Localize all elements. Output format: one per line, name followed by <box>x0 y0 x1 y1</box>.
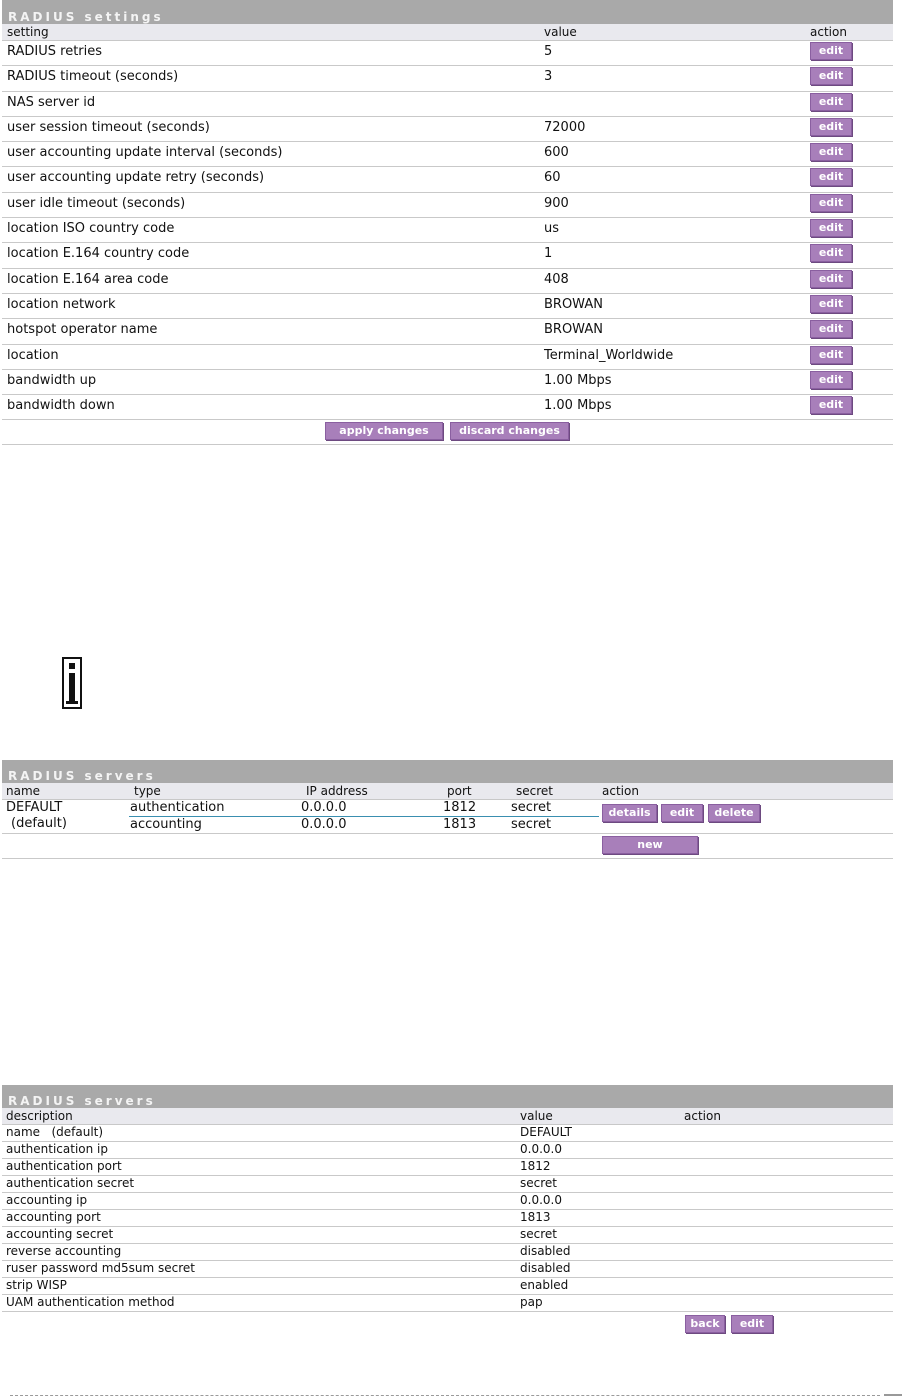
settings-row <box>2 117 893 142</box>
settings-row <box>2 218 893 243</box>
edit-button[interactable]: edit <box>810 194 852 212</box>
detail-actions-row <box>2 1312 893 1338</box>
setting-value: 3 <box>544 69 553 85</box>
detail-row <box>2 1227 893 1244</box>
detail-value: DEFAULT <box>520 1125 572 1139</box>
server-port: 1813 <box>443 817 477 832</box>
settings-row <box>2 66 893 91</box>
settings-actions-row <box>2 420 893 445</box>
setting-value: Terminal_Worldwide <box>544 347 674 363</box>
setting-label: bandwidth down <box>7 398 115 414</box>
setting-value: 600 <box>544 145 569 161</box>
detail-row <box>2 1125 893 1142</box>
edit-button[interactable]: edit <box>810 67 852 85</box>
detail-value: disabled <box>520 1261 571 1275</box>
detail-value: disabled <box>520 1244 571 1258</box>
header-type: type <box>134 784 161 798</box>
servers-actions-row <box>2 834 893 859</box>
server-port: 1812 <box>443 800 477 815</box>
setting-label: NAS server id <box>7 94 96 110</box>
server-name-default: (default) <box>11 816 67 831</box>
detail-description: authentication port <box>6 1159 122 1173</box>
settings-row <box>2 243 893 268</box>
table-header <box>2 1108 893 1125</box>
edit-button[interactable]: edit <box>810 42 852 60</box>
server-type: authentication <box>130 800 225 815</box>
setting-value: 900 <box>544 195 569 211</box>
edit-button[interactable]: edit <box>810 219 852 237</box>
edit-button[interactable]: edit <box>810 371 852 389</box>
server-secret: secret <box>511 817 552 832</box>
panel-title: RADIUS servers <box>8 769 156 783</box>
server-sub-row-auth <box>129 800 599 817</box>
apply-changes-button[interactable]: apply changes <box>325 422 443 440</box>
radius-servers-panel <box>2 760 893 859</box>
setting-value: BROWAN <box>544 296 603 312</box>
info-icon-base <box>66 701 78 704</box>
settings-row <box>2 167 893 192</box>
header-setting: setting <box>7 25 49 39</box>
radius-settings-panel <box>2 0 893 445</box>
server-ip: 0.0.0.0 <box>301 817 347 832</box>
detail-row <box>2 1159 893 1176</box>
table-header <box>2 783 893 800</box>
server-name: DEFAULT <box>6 800 63 815</box>
discard-changes-button[interactable]: discard changes <box>450 422 569 440</box>
detail-row <box>2 1261 893 1278</box>
detail-description: accounting ip <box>6 1193 88 1207</box>
setting-label: location network <box>7 296 116 312</box>
info-icon-dot <box>69 663 75 669</box>
detail-row <box>2 1244 893 1261</box>
back-button[interactable]: back <box>685 1315 725 1333</box>
settings-row <box>2 370 893 395</box>
header-action: action <box>602 784 639 798</box>
panel-title: RADIUS servers <box>8 1094 156 1108</box>
table-header <box>2 24 893 41</box>
detail-value: 1812 <box>520 1159 551 1173</box>
server-sub-row-acct <box>129 817 599 833</box>
info-icon <box>62 657 82 709</box>
panel-title-bar <box>2 760 893 783</box>
detail-row <box>2 1295 893 1312</box>
header-action: action <box>810 25 847 39</box>
detail-value: enabled <box>520 1278 569 1292</box>
page-divider <box>10 1395 880 1396</box>
delete-button[interactable]: delete <box>708 804 760 822</box>
detail-row <box>2 1210 893 1227</box>
server-row <box>2 800 893 834</box>
new-button[interactable]: new <box>602 836 698 854</box>
setting-value: BROWAN <box>544 322 603 338</box>
edit-button[interactable]: edit <box>810 346 852 364</box>
settings-row <box>2 142 893 167</box>
edit-button[interactable]: edit <box>810 396 852 414</box>
detail-row <box>2 1193 893 1210</box>
edit-button[interactable]: edit <box>810 168 852 186</box>
detail-description: strip WISP <box>6 1278 67 1292</box>
panel-title: RADIUS settings <box>8 10 164 24</box>
settings-row <box>2 193 893 218</box>
setting-value: us <box>544 221 560 237</box>
setting-value: 1.00 Mbps <box>544 372 612 388</box>
edit-button[interactable]: edit <box>810 295 852 313</box>
setting-label: bandwidth up <box>7 372 97 388</box>
settings-row <box>2 41 893 66</box>
setting-label: location ISO country code <box>7 221 175 237</box>
detail-value: secret <box>520 1227 557 1241</box>
setting-value: 72000 <box>544 119 586 135</box>
settings-row <box>2 269 893 294</box>
settings-table-body <box>2 41 893 420</box>
settings-row <box>2 395 893 420</box>
detail-description: ruser password md5sum secret <box>6 1261 195 1275</box>
settings-row <box>2 92 893 117</box>
settings-row <box>2 294 893 319</box>
details-button[interactable]: details <box>602 804 657 822</box>
detail-row <box>2 1176 893 1193</box>
header-value: value <box>544 25 577 39</box>
detail-value: 0.0.0.0 <box>520 1142 562 1156</box>
detail-value: 1813 <box>520 1210 551 1224</box>
setting-label: location E.164 area code <box>7 271 169 287</box>
edit-button[interactable]: edit <box>810 270 852 288</box>
radius-server-detail-panel <box>2 1085 893 1338</box>
info-icon-bar <box>69 673 75 703</box>
setting-label: hotspot operator name <box>7 322 158 338</box>
detail-description: accounting port <box>6 1210 101 1224</box>
header-name: name <box>6 784 41 798</box>
setting-label: location E.164 country code <box>7 246 190 262</box>
server-type: accounting <box>130 817 202 832</box>
detail-description: reverse accounting <box>6 1244 122 1258</box>
setting-label: user accounting update retry (seconds) <box>7 170 265 186</box>
header-description: description <box>6 1109 73 1123</box>
detail-description: name (default) <box>6 1125 104 1139</box>
setting-label: user accounting update interval (seconds) <box>7 145 283 161</box>
edit-button[interactable]: edit <box>810 320 852 338</box>
header-value: value <box>520 1109 553 1123</box>
detail-value: pap <box>520 1295 543 1309</box>
detail-description: authentication ip <box>6 1142 108 1156</box>
setting-label: user session timeout (seconds) <box>7 119 210 135</box>
setting-value: 408 <box>544 271 569 287</box>
panel-title-bar <box>2 1085 893 1108</box>
edit-button[interactable]: edit <box>731 1315 773 1333</box>
edit-button[interactable]: edit <box>810 93 852 111</box>
detail-description: accounting secret <box>6 1227 114 1241</box>
setting-value: 5 <box>544 44 553 59</box>
header-ip: IP address <box>306 784 368 798</box>
setting-value: 1 <box>544 246 553 262</box>
edit-button[interactable]: edit <box>810 143 852 161</box>
detail-description: authentication secret <box>6 1176 135 1190</box>
panel-title-bar <box>2 0 893 24</box>
server-secret: secret <box>511 800 552 815</box>
server-ip: 0.0.0.0 <box>301 800 347 815</box>
detail-row <box>2 1278 893 1295</box>
page-corner-mark <box>884 1394 902 1396</box>
setting-value: 60 <box>544 170 561 186</box>
detail-table-body <box>2 1125 893 1312</box>
header-port: port <box>447 784 472 798</box>
edit-button[interactable]: edit <box>661 804 703 822</box>
header-action: action <box>684 1109 721 1123</box>
header-secret: secret <box>516 784 553 798</box>
setting-label: RADIUS timeout (seconds) <box>7 69 179 85</box>
setting-label: RADIUS retries <box>7 44 103 59</box>
settings-row <box>2 345 893 370</box>
settings-row <box>2 319 893 344</box>
setting-label: user idle timeout (seconds) <box>7 195 186 211</box>
detail-value: secret <box>520 1176 557 1190</box>
detail-row <box>2 1142 893 1159</box>
detail-value: 0.0.0.0 <box>520 1193 562 1207</box>
detail-description: UAM authentication method <box>6 1295 175 1309</box>
edit-button[interactable]: edit <box>810 118 852 136</box>
setting-value: 1.00 Mbps <box>544 398 612 414</box>
edit-button[interactable]: edit <box>810 244 852 262</box>
setting-label: location <box>7 347 59 363</box>
